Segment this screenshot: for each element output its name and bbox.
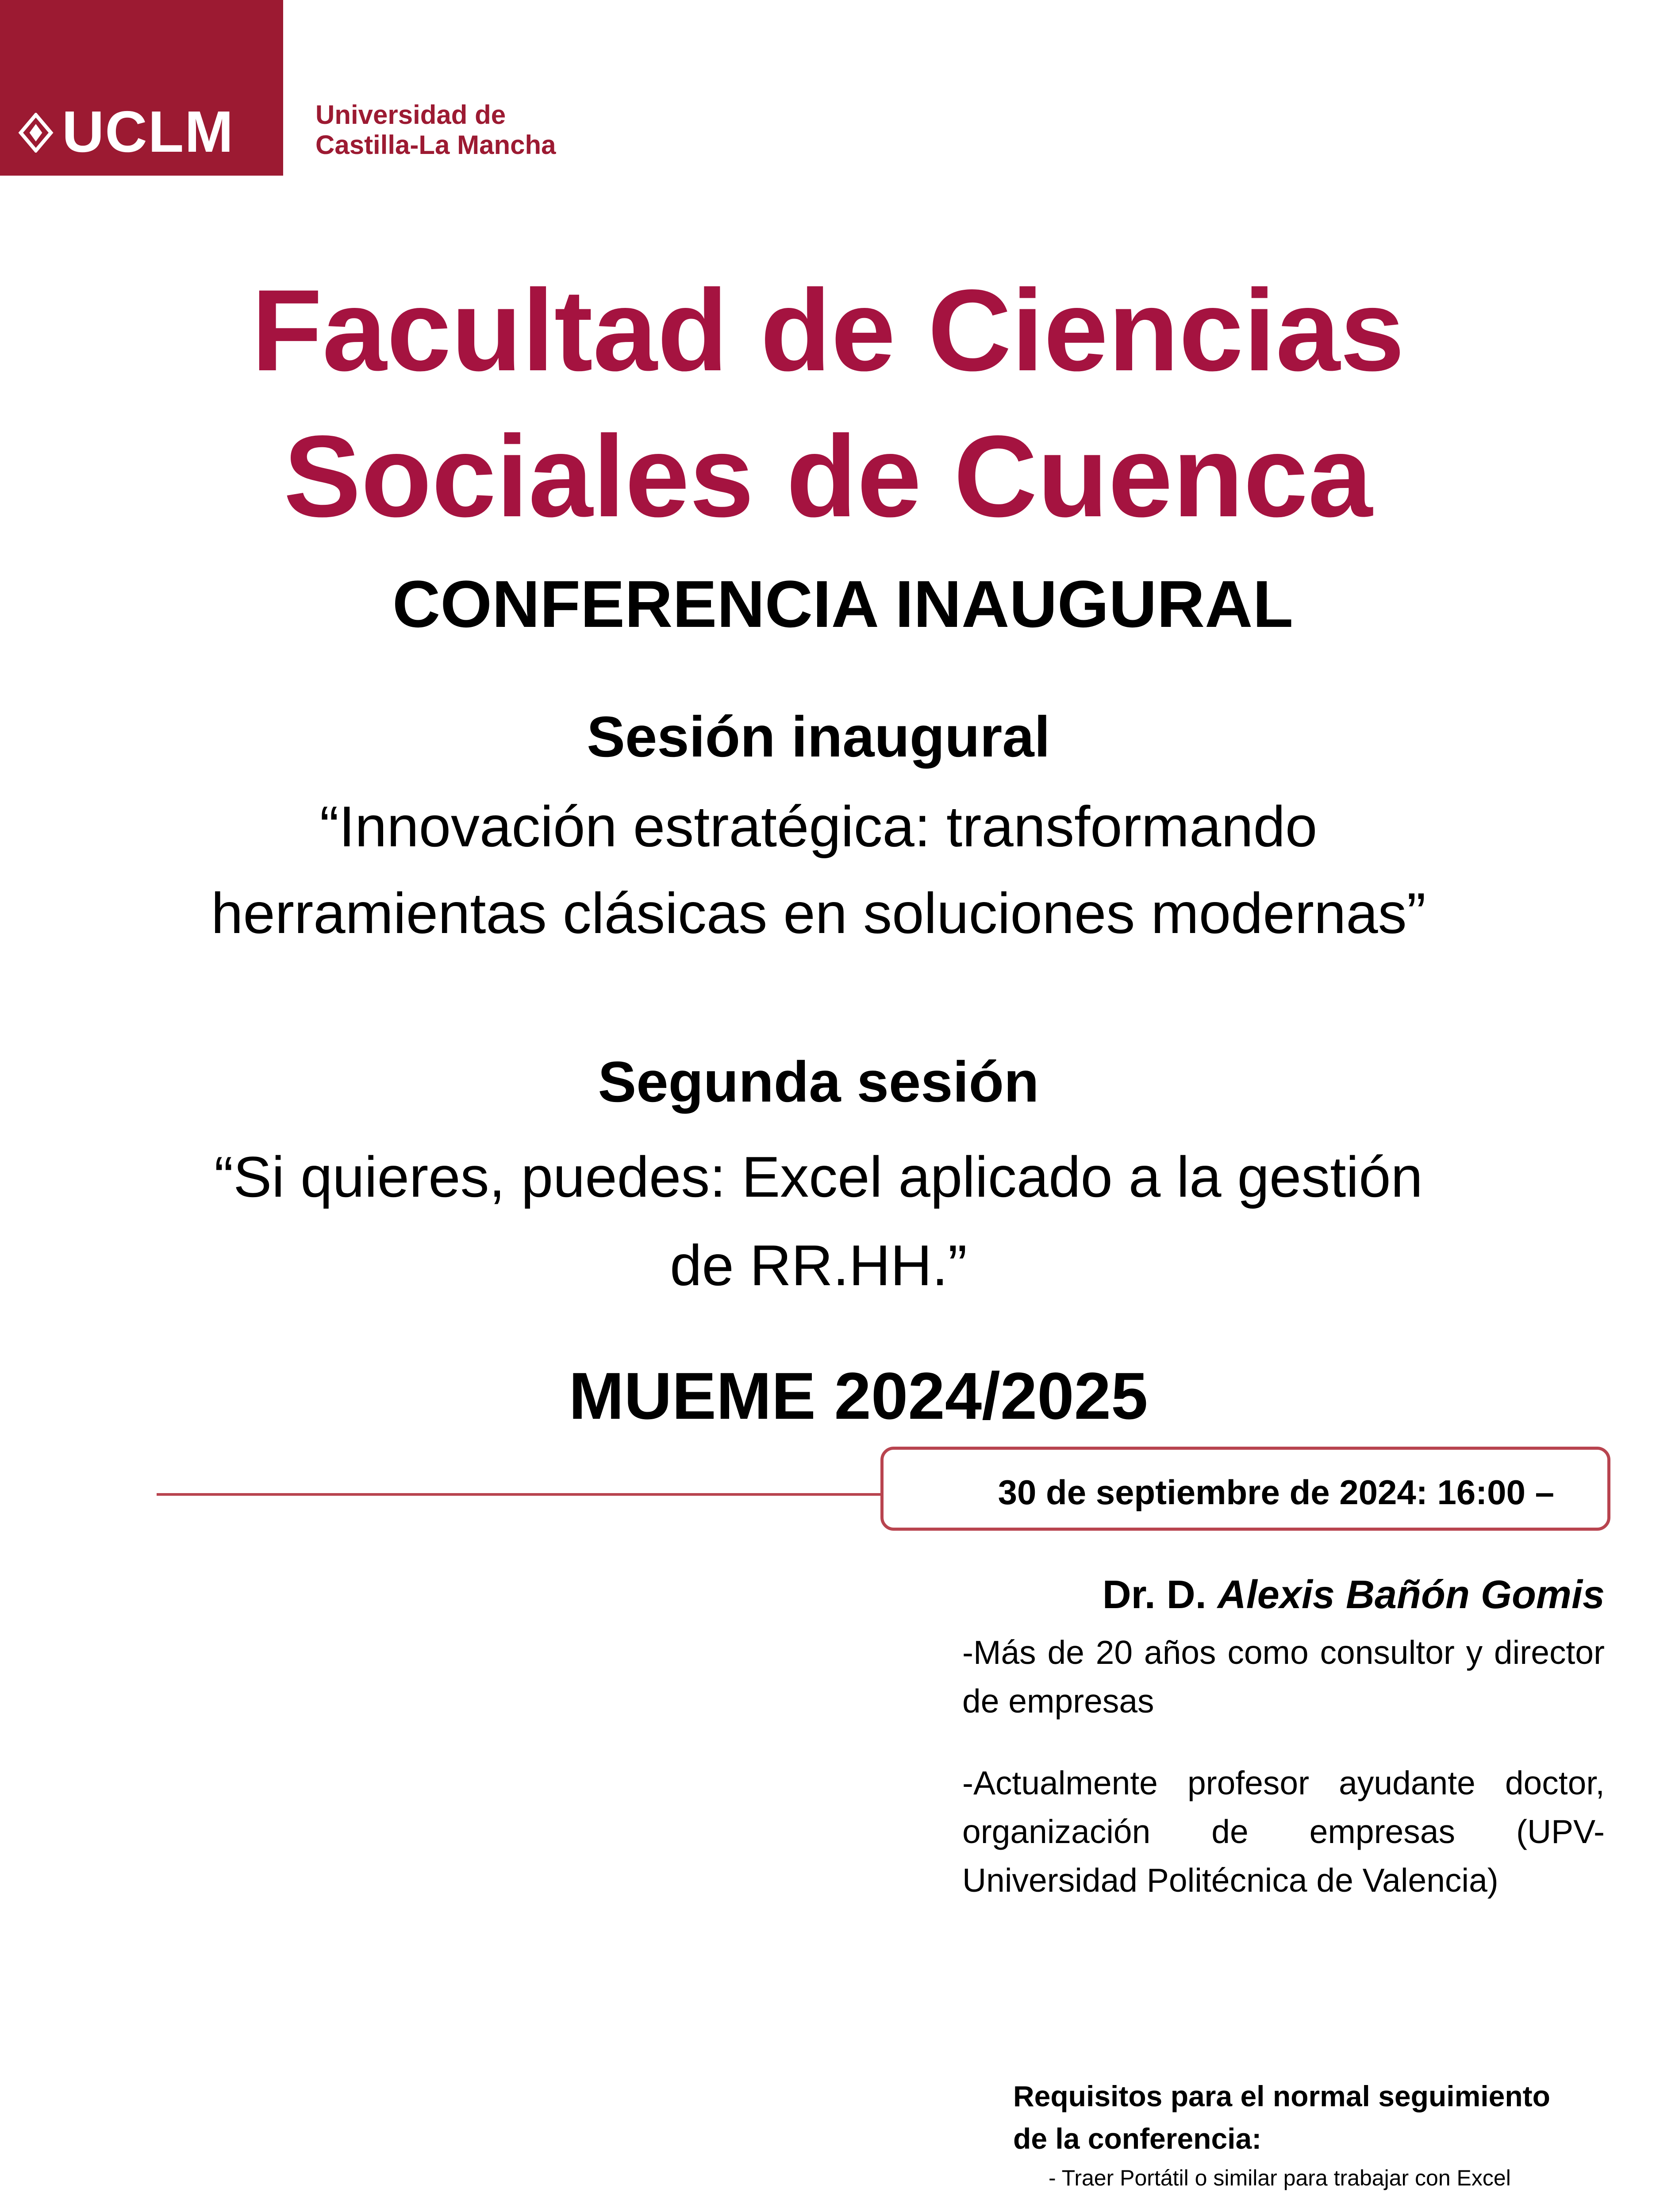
speaker-name: [929, 1566, 1605, 1624]
session1-title-line2: herramientas clásicas en soluciones modernas”: [211, 881, 1426, 945]
faculty-title: [0, 257, 1656, 549]
session1-title: [0, 783, 1637, 956]
requirement-item: - Traer Portátil o similar para trabajar con Excel: [1049, 2166, 1511, 2190]
faculty-title-line2: Sociales de Cuenca: [284, 411, 1372, 541]
university-name-line1: Universidad de: [315, 100, 506, 130]
session2-heading: Segunda sesión: [598, 1049, 1039, 1114]
speaker-prefix: Dr. D.: [1102, 1573, 1206, 1617]
date-connector-line: [157, 1493, 882, 1496]
session2-title-line2: de RR.HH.”: [670, 1233, 967, 1298]
requirements-heading: [1013, 2075, 1615, 2160]
speaker-bio-2: -Actualmente profesor ayudante doctor, organización de empresas (UPV-Universidad Politécnica de Valencia): [962, 1764, 1605, 1899]
session1-title-line1: “Innovación estratégica: transformando: [319, 794, 1318, 859]
conference-heading: CONFERENCIA INAUGURAL: [392, 567, 1294, 641]
date-badge: 30 de septiembre de 2024: 16:00 –: [880, 1447, 1610, 1531]
speaker-bio-1: -Más de 20 años como consultor y director de empresas: [962, 1634, 1605, 1720]
session2-title: [0, 1133, 1637, 1310]
faculty-title-line1: Facultad de Ciencias: [251, 265, 1405, 395]
requirements-heading-line1: Requisitos para el normal seguimiento: [1013, 2080, 1550, 2112]
university-name-line2: Castilla-La Mancha: [315, 130, 556, 160]
speaker-fullname: Alexis Bañón Gomis: [1217, 1573, 1605, 1617]
university-logo: [0, 0, 283, 176]
program-label: MUEME 2024/2025: [569, 1359, 1148, 1433]
university-name: [315, 100, 556, 160]
session1-heading: Sesión inaugural: [587, 704, 1050, 769]
session2-title-line1: “Si quieres, puedes: Excel aplicado a la gestión: [214, 1144, 1423, 1209]
requirements-heading-line2: de la conferencia:: [1013, 2122, 1262, 2155]
uclm-emblem-icon: [16, 113, 56, 153]
logo-text: UCLM: [62, 99, 234, 164]
